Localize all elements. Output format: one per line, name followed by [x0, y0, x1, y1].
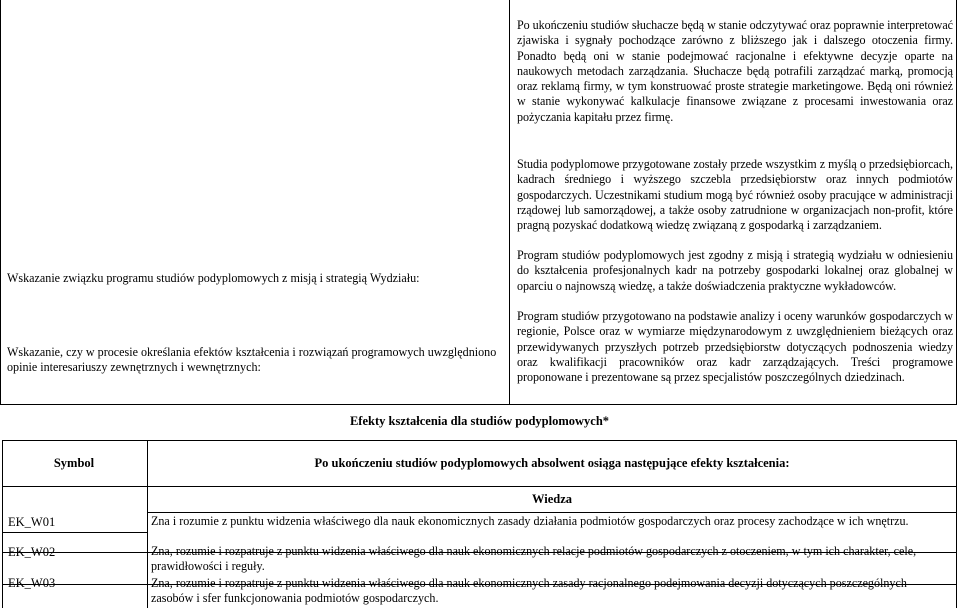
outcome-description: Zna, rozumie i rozpatruje z punktu widzenia właściwego dla nauk ekonomicznych zasady racjonalnego podejmowania decyzji dotyczących poszczególnych zasobów i sfer funkcjonowania podmiotów gospodarczych.: [151, 576, 907, 606]
header-divider: [2, 486, 957, 487]
stakeholder-opinion-label: Wskazanie, czy w procesie określania efektów kształcenia i rozwiązań programowych uwzględniono opinie interesariuszy zewnętrznych i wewnętrznych:: [7, 345, 497, 375]
symbol-spacer-divider: [2, 532, 147, 533]
outcomes-header: Po ukończeniu studiów podyplomowych absolwent osiąga następujące efekty kształcenia:: [314, 456, 790, 470]
outcome-symbol: EK_W01: [8, 515, 56, 529]
outcome-description: Zna i rozumie z punktu widzenia właściwego dla nauk ekonomicznych zasady działania podmiotów gospodarczych oraz procesy zachodzące w ich wnętrzu.: [151, 514, 909, 528]
table-border-top: [2, 440, 957, 441]
outcome-symbol: EK_W02: [8, 545, 56, 559]
learning-outcomes-table: [2, 440, 957, 608]
left-column: [1, 0, 509, 404]
mission-link-label: Wskazanie związku programu studiów podyplomowych z misją i strategią Wydziału:: [7, 271, 420, 285]
outcome-description: Zna, rozumie i rozpatruje z punktu widzenia właściwego dla nauk ekonomicznych relacje podmiotów gospodarczych z otoczeniem, w tym ich charakter, cele, prawidłowości i reguły.: [151, 544, 917, 574]
section-title: Efekty kształcenia dla studiów podyplomowych*: [349, 414, 610, 428]
category-knowledge: Wiedza: [531, 492, 573, 506]
column-divider: [509, 0, 510, 404]
mission-consistency-paragraph: Program studiów podyplomowych jest zgodny z misją i strategią wydziału w odniesieniu do kształcenia profesjonalnych kadr na potrzeby gospodarki lokalnej oraz globalnej w oparciu o najnowszą wiedzę, a także doświadczenia praktyczne wykładowców.: [517, 248, 953, 293]
target-audience-paragraph: Studia podyplomowe przygotowane zostały przede wszystkim z myślą o przedsiębiorcach, kadrach średniego i wyższego szczebla przedsiębiorstw oraz innych podmiotów gospodarczych. Uczestnikami studium mogą być również osoby pracujące w administracji rządowej lub samorządowej, a także osoby zatrudnione w organizacjach non-profit, które pragną pozyskać dodatkową wiedzę związaną z gospodarką i zarządzaniem.: [517, 157, 953, 233]
symbol-header: Symbol: [53, 456, 95, 470]
outcome-symbol: EK_W03: [8, 576, 56, 590]
graduate-skills-paragraph: Po ukończeniu studiów słuchacze będą w stanie odczytywać oraz poprawnie interpretować zjawiska i sygnały pochodzące zarówno z bliższego jak i dalszego otoczenia firmy. Ponadto będą oni w stanie podejmować racjonalne i efektywne decyzje oparte na naukowych metodach zarządzania. Słuchacze będą potrafili zarządzać marką, promocją oraz reklamą firmy, w tym konstruować proste strategie marketingowe. Będą oni również w stanie wykonywać kalkulacje finansowe związane z procesami inwestowania oraz pożyczania kapitału przez firmę.: [517, 18, 953, 124]
right-column: [517, 0, 953, 404]
program-basis-paragraph: Program studiów przygotowano na podstawie analizy i oceny warunków gospodarczych w regionie, Polsce oraz w wymiarze międzynarodowym z uwzględnieniem bieżących oraz przewidywanych przyszłych potrzeb przedsiębiorstw dotyczących podnoszenia wiedzy oraz kwalifikacji pracowników oraz kadr zarządzających. Treści programowe proponowane i prezentowane są przez specjalistów poszczególnych dziedzinach.: [517, 309, 953, 385]
category-divider: [147, 512, 957, 513]
